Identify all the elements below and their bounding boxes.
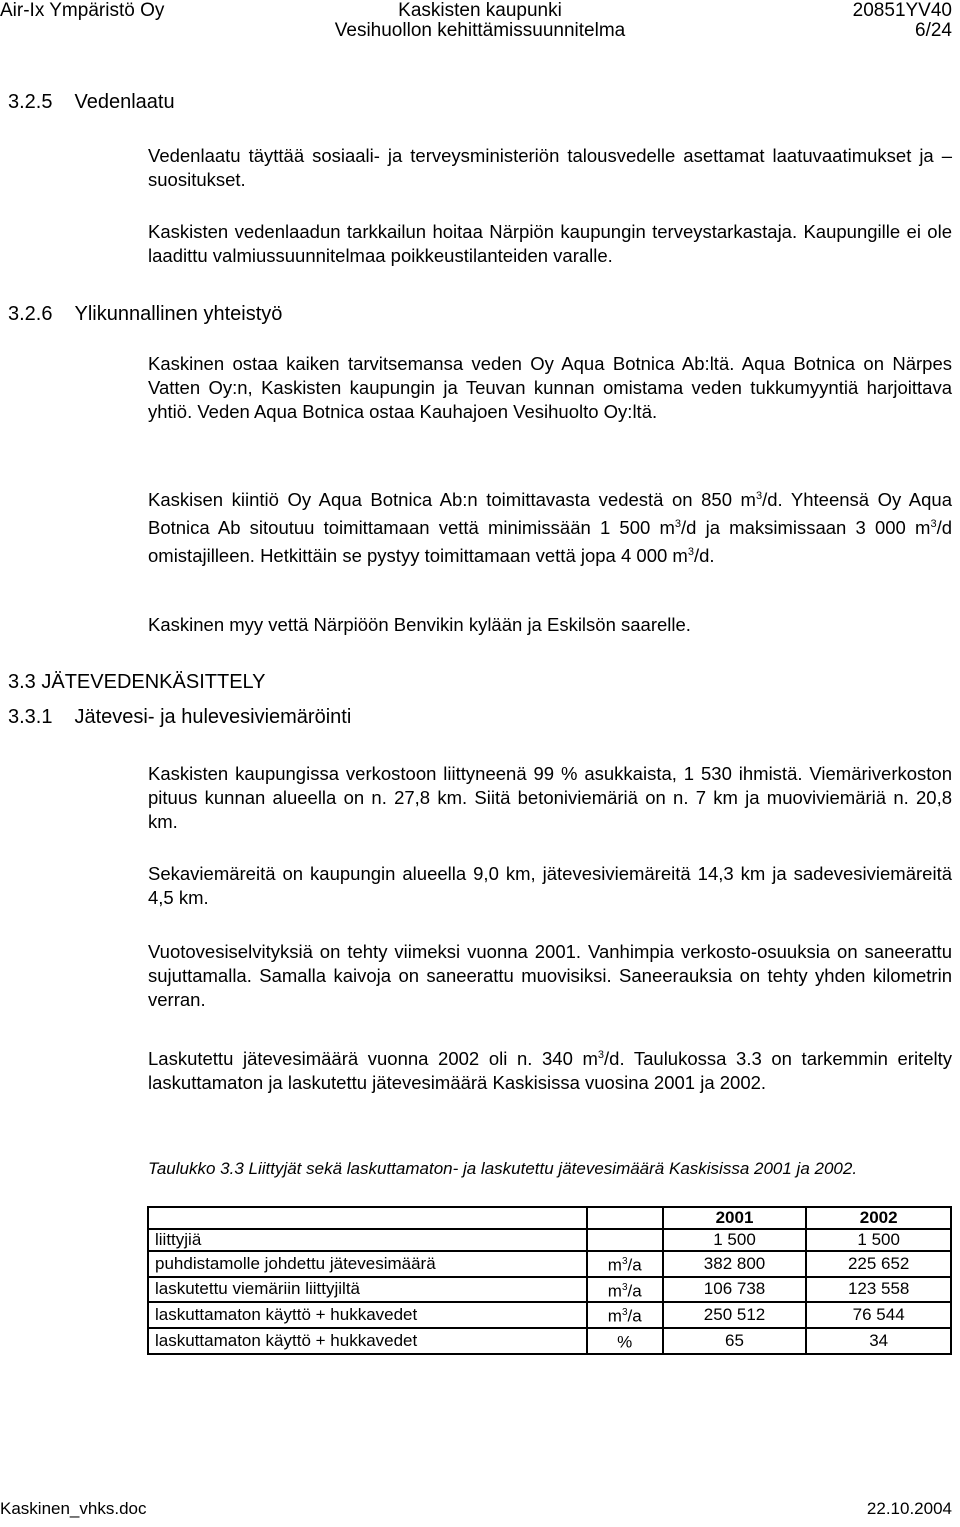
row-unit: % — [587, 1328, 663, 1354]
table-row — [148, 1277, 951, 1303]
section-heading-3-3-1 — [8, 705, 351, 729]
row-value-2001: 250 512 — [663, 1302, 807, 1328]
paragraph-water-monitoring: Kaskisten vedenlaadun tarkkailun hoitaa Närpiön kaupungin terveystarkastaja. Kaupungille ei ole laadittu valmiussuunnitelmaa poikkeustilanteiden varalle. — [148, 221, 952, 266]
paragraph-water-quality: Vedenlaatu täyttää sosiaali- ja terveysministeriön talousvedelle asettamat laatuvaatimukset ja –suositukset. — [148, 145, 952, 190]
section-title: Jätevesi- ja hulevesiviemäröinti — [74, 706, 352, 728]
paragraph-water-quota: Kaskisen kiintiö Oy Aqua Botnica Ab:n toimittavasta vedestä on 850 $m^3/d$. Yhteensä Oy Aqua Botnica Ab sitoutuu toimittamaan vettä minimissään 1 500 $m^3/d$ ja maksimissaan 3 000 $m^3/d$ omistajilleen. Hetkittäin se pystyy toimittamaan vettä jopa 4 000 $m^3/d$. — [148, 489, 953, 567]
row-value-2002: 123 558 — [806, 1277, 951, 1303]
header-page-number: 6/24 — [915, 20, 952, 41]
row-value-2002: 1 500 — [806, 1229, 951, 1251]
row-label: laskutettu viemäriin liittyjiltä — [148, 1277, 587, 1303]
row-value-2002: 76 544 — [806, 1302, 951, 1328]
section-title: Ylikunnallinen yhteistyö — [74, 303, 283, 325]
row-unit: $m^3/a$ — [587, 1277, 663, 1303]
paragraph-water-purchase: Kaskinen ostaa kaiken tarvitsemansa veden Oy Aqua Botnica Ab:ltä. Aqua Botnica on Närpes Vatten Oy:n, Kaskisten kaupungin ja Teuvan kunnan omistama veden tukkumyyntiä harjoittava yhtiö. Veden Aqua Botnica ostaa Kauhajoen Vesihuolto Oy:ltä. — [148, 353, 952, 422]
wastewater-table — [147, 1206, 952, 1355]
section-title: Vedenlaatu — [74, 91, 175, 113]
section-heading-3-2-5 — [8, 90, 175, 114]
row-label: laskuttamaton käyttö + hukkavedet — [148, 1328, 587, 1354]
footer-date: 22.10.2004 — [866, 1499, 952, 1518]
row-value-2002: 225 652 — [806, 1251, 951, 1277]
section-number: 3.2.5 — [8, 91, 53, 113]
row-value-2001: 1 500 — [663, 1229, 807, 1251]
table-row — [148, 1229, 951, 1251]
header-municipality: Kaskisten kaupunki — [398, 0, 562, 21]
row-label: liittyjiä — [148, 1229, 587, 1251]
row-value-2001: 106 738 — [663, 1277, 807, 1303]
section-heading-3-3 — [8, 670, 266, 694]
header-company: Air-Ix Ympäristö Oy — [0, 0, 165, 21]
row-unit: $m^3/a$ — [587, 1251, 663, 1277]
section-number: 3.3.1 — [8, 706, 53, 728]
paragraph-leakage-study: Vuotovesiselvityksiä on tehty viimeksi vuonna 2001. Vanhimpia verkosto-osuuksia on saneerattu sujuttamalla. Samalla kaivoja on saneerattu muovisiksi. Saneerauksia on tehty yhden kilometrin verran. — [148, 941, 952, 1010]
table-header-cell — [587, 1207, 663, 1229]
header-document-title: Vesihuollon kehittämissuunnitelma — [334, 20, 626, 41]
table-header-cell — [148, 1207, 587, 1229]
table-header-cell: 2002 — [806, 1207, 951, 1229]
section-heading-3-2-6 — [8, 302, 282, 326]
table-row — [148, 1328, 951, 1354]
table-row — [148, 1302, 951, 1328]
row-value-2001: 65 — [663, 1328, 807, 1354]
table-header-row — [148, 1207, 951, 1229]
row-unit: $m^3/a$ — [587, 1302, 663, 1328]
row-value-2002: 34 — [806, 1328, 951, 1354]
table-header-cell: 2001 — [663, 1207, 807, 1229]
row-value-2001: 382 800 — [663, 1251, 807, 1277]
paragraph-billed-wastewater: Laskutettu jätevesimäärä vuonna 2002 oli n. 340 $m^3/d$. Taulukossa 3.3 on tarkemmin eritelty laskuttamaton ja laskutettu jätevesimäärä Kaskisissa vuosina 2001 ja 2002. — [148, 1048, 952, 1094]
section-number: 3.2.6 — [8, 303, 53, 325]
row-unit — [587, 1229, 663, 1251]
paragraph-sewer-lengths: Sekaviemäreitä on kaupungin alueella 9,0 km, jätevesiviemäreitä 14,3 km ja sadevesiviemäreitä 4,5 km. — [148, 863, 952, 908]
footer-filename: Kaskinen_vhks.doc — [0, 1499, 147, 1518]
table-row — [148, 1251, 951, 1277]
table-caption: Taulukko 3.3 Liittyjät sekä laskuttamaton- ja laskutettu jätevesimäärä Kaskisissa 2001 ja 2002. — [148, 1159, 858, 1178]
paragraph-water-sales: Kaskinen myy vettä Närpiöön Benvikin kylään ja Eskilsön saarelle. — [148, 614, 691, 635]
row-label: laskuttamaton käyttö + hukkavedet — [148, 1302, 587, 1328]
section-title: JÄTEVEDENKÄSITTELY — [41, 671, 266, 693]
header-project-code: 20851YV40 — [852, 0, 952, 21]
section-number: 3.3 — [8, 671, 36, 693]
paragraph-sewer-network: Kaskisten kaupungissa verkostoon liittyneenä 99 % asukkaista, 1 530 ihmistä. Viemäriverkoston pituus kunnan alueella on n. 27,8 km. Siitä betoniviemäriä on n. 7 km ja muoviviemäriä n. 20,8 km. — [148, 763, 952, 832]
row-label: puhdistamolle johdettu jätevesimäärä — [148, 1251, 587, 1277]
